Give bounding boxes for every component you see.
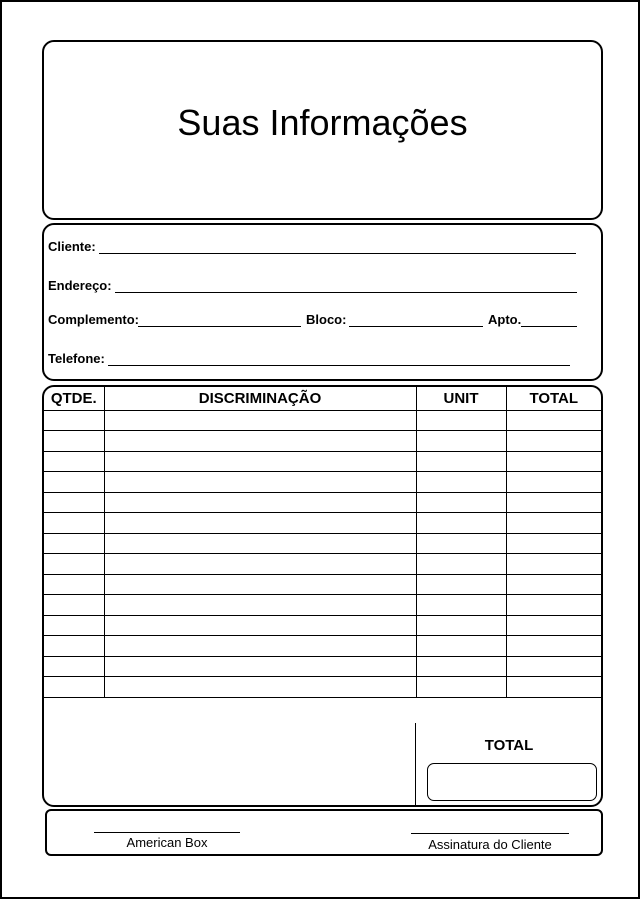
items-table <box>44 387 601 698</box>
cell-unit[interactable] <box>416 431 506 452</box>
table-row <box>44 533 601 554</box>
cell-total[interactable] <box>506 574 601 595</box>
cell-unit[interactable] <box>416 492 506 513</box>
items-table-box <box>42 385 603 807</box>
apto-label: Apto. <box>488 312 522 327</box>
cell-unit[interactable] <box>416 615 506 636</box>
cliente-field[interactable] <box>99 253 576 254</box>
cell-discriminacao[interactable] <box>104 677 416 698</box>
cell-unit[interactable] <box>416 595 506 616</box>
client-signature-line[interactable] <box>411 833 569 834</box>
cell-unit[interactable] <box>416 636 506 657</box>
cell-discriminacao[interactable] <box>104 472 416 493</box>
cell-discriminacao[interactable] <box>104 636 416 657</box>
table-row <box>44 554 601 575</box>
telefone-field[interactable] <box>108 365 570 366</box>
signature-box <box>45 809 603 856</box>
cell-total[interactable] <box>506 492 601 513</box>
cell-total[interactable] <box>506 472 601 493</box>
cell-qtde[interactable] <box>44 533 104 554</box>
cell-discriminacao[interactable] <box>104 410 416 431</box>
cell-qtde[interactable] <box>44 431 104 452</box>
bloco-field[interactable] <box>349 326 483 327</box>
grand-total-field[interactable] <box>427 763 597 801</box>
cell-total[interactable] <box>506 636 601 657</box>
american-box-signature-line[interactable] <box>94 832 240 833</box>
cell-unit[interactable] <box>416 513 506 534</box>
footer-divider <box>415 723 416 807</box>
column-header-qtde: QTDE. <box>44 387 104 410</box>
table-row <box>44 636 601 657</box>
cell-total[interactable] <box>506 615 601 636</box>
cell-qtde[interactable] <box>44 677 104 698</box>
cell-total[interactable] <box>506 513 601 534</box>
client-signature-label: Assinatura do Cliente <box>428 837 552 852</box>
column-header-discriminacao: DISCRIMINAÇÃO <box>104 387 416 410</box>
cell-qtde[interactable] <box>44 410 104 431</box>
cell-unit[interactable] <box>416 533 506 554</box>
cell-unit[interactable] <box>416 472 506 493</box>
cell-discriminacao[interactable] <box>104 656 416 677</box>
table-row <box>44 574 601 595</box>
bloco-label: Bloco: <box>306 312 347 327</box>
column-header-unit: UNIT <box>416 387 506 410</box>
cell-discriminacao[interactable] <box>104 574 416 595</box>
column-header-total: TOTAL <box>506 387 601 410</box>
table-row <box>44 451 601 472</box>
table-header-row <box>44 387 601 410</box>
cell-total[interactable] <box>506 533 601 554</box>
cell-discriminacao[interactable] <box>104 451 416 472</box>
cell-unit[interactable] <box>416 574 506 595</box>
cell-discriminacao[interactable] <box>104 554 416 575</box>
cell-qtde[interactable] <box>44 574 104 595</box>
cell-qtde[interactable] <box>44 656 104 677</box>
cell-discriminacao[interactable] <box>104 431 416 452</box>
client-info-box <box>42 223 603 381</box>
cell-total[interactable] <box>506 677 601 698</box>
table-row <box>44 595 601 616</box>
cell-unit[interactable] <box>416 451 506 472</box>
header-box <box>42 40 603 220</box>
cell-total[interactable] <box>506 656 601 677</box>
page-title: Suas Informações <box>177 102 468 143</box>
table-row <box>44 472 601 493</box>
complemento-field[interactable] <box>138 326 301 327</box>
cell-discriminacao[interactable] <box>104 533 416 554</box>
cell-qtde[interactable] <box>44 492 104 513</box>
table-row <box>44 656 601 677</box>
grand-total-label: TOTAL <box>484 737 534 754</box>
cell-qtde[interactable] <box>44 595 104 616</box>
table-row <box>44 615 601 636</box>
cell-discriminacao[interactable] <box>104 615 416 636</box>
cell-unit[interactable] <box>416 410 506 431</box>
cell-discriminacao[interactable] <box>104 595 416 616</box>
cell-qtde[interactable] <box>44 636 104 657</box>
cell-unit[interactable] <box>416 554 506 575</box>
cell-unit[interactable] <box>416 677 506 698</box>
table-row <box>44 410 601 431</box>
apto-field[interactable] <box>521 326 577 327</box>
american-box-label: American Box <box>126 835 208 850</box>
table-row <box>44 677 601 698</box>
cell-qtde[interactable] <box>44 615 104 636</box>
cell-qtde[interactable] <box>44 513 104 534</box>
cell-total[interactable] <box>506 451 601 472</box>
cliente-label: Cliente: <box>48 239 96 254</box>
telefone-label: Telefone: <box>48 351 105 366</box>
endereco-label: Endereço: <box>48 278 112 293</box>
cell-qtde[interactable] <box>44 451 104 472</box>
cell-total[interactable] <box>506 554 601 575</box>
cell-total[interactable] <box>506 410 601 431</box>
cell-qtde[interactable] <box>44 554 104 575</box>
cell-total[interactable] <box>506 595 601 616</box>
cell-unit[interactable] <box>416 656 506 677</box>
complemento-label: Complemento: <box>48 312 139 327</box>
cell-discriminacao[interactable] <box>104 513 416 534</box>
cell-qtde[interactable] <box>44 472 104 493</box>
table-row <box>44 431 601 452</box>
cell-discriminacao[interactable] <box>104 492 416 513</box>
endereco-field[interactable] <box>115 292 577 293</box>
cell-total[interactable] <box>506 431 601 452</box>
table-row <box>44 513 601 534</box>
table-row <box>44 492 601 513</box>
